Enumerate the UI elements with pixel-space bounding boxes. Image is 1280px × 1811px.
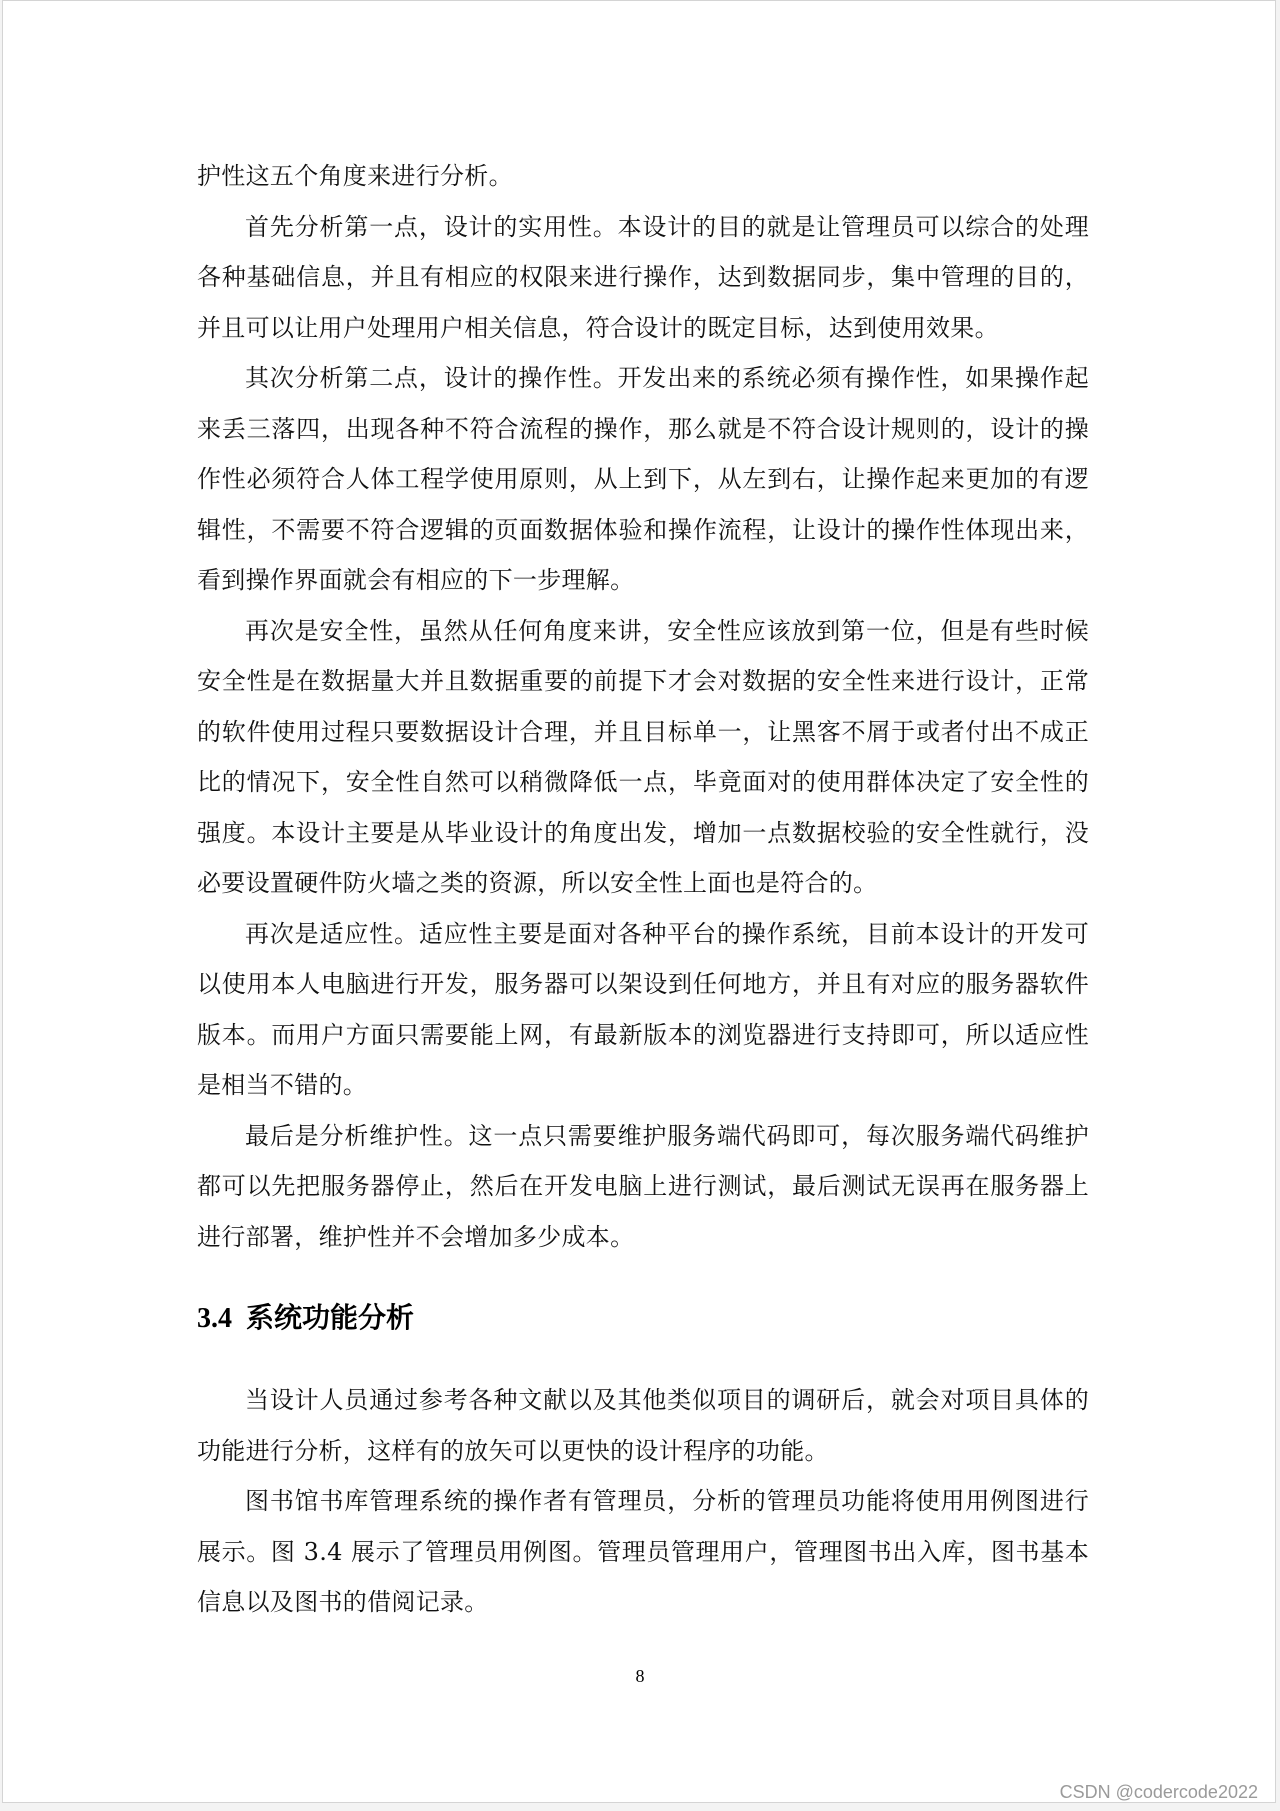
paragraph: 首先分析第一点，设计的实用性。本设计的目的就是让管理员可以综合的处理各种基础信息，并且有相应的权限来进行操作，达到数据同步，集中管理的目的，并且可以让用户处理用户相关信息，符合设计的既定目标，达到使用效果。 — [197, 212, 1089, 342]
page-content — [197, 151, 1089, 1628]
paragraph: 护性这五个角度来进行分析。 — [197, 162, 513, 190]
section-title: 系统功能分析 — [246, 1301, 415, 1334]
paragraph: 最后是分析维护性。这一点只需要维护服务端代码即可，每次服务端代码维护都可以先把服务器停止，然后在开发电脑上进行测试，最后测试无误再在服务器上进行部署，维护性并不会增加多少成本。 — [197, 1121, 1089, 1251]
paragraph: 其次分析第二点，设计的操作性。开发出来的系统必须有操作性，如果操作起来丢三落四，出现各种不符合流程的操作，那么就是不符合设计规则的，设计的操作性必须符合人体工程学使用原则，从上到下，从左到右，让操作起来更加的有逻辑性，不需要不符合逻辑的页面数据体验和操作流程，让设计的操作性体现出来，看到操作界面就会有相应的下一步理解。 — [197, 364, 1089, 594]
paragraph: 再次是适应性。适应性主要是面对各种平台的操作系统，目前本设计的开发可以使用本人电脑进行开发，服务器可以架设到任何地方，并且有对应的服务器软件版本。而用户方面只需要能上网，有最新版本的浏览器进行支持即可，所以适应性是相当不错的。 — [197, 919, 1089, 1099]
paragraph: 当设计人员通过参考各种文献以及其他类似项目的调研后，就会对项目具体的功能进行分析，这样有的放矢可以更快的设计程序的功能。 — [197, 1386, 1089, 1465]
paragraph: 图书馆书库管理系统的操作者有管理员，分析的管理员功能将使用用例图进行展示。图 3.4 展示了管理员用例图。管理员管理用户，管理图书出入库，图书基本信息以及图书的借阅记录。 — [197, 1487, 1089, 1616]
section-heading — [197, 1296, 1089, 1341]
document-page — [2, 0, 1276, 1803]
page-number: 8 — [635, 1666, 645, 1686]
paragraphs-before-section — [197, 151, 1089, 1262]
paragraph: 再次是安全性，虽然从任何角度来讲，安全性应该放到第一位，但是有些时候安全性是在数据量大并且数据重要的前提下才会对数据的安全性来进行设计，正常的软件使用过程只要数据设计合理，并且目标单一，让黑客不屑于或者付出不成正比的情况下，安全性自然可以稍微降低一点，毕竟面对的使用群体决定了安全性的强度。本设计主要是从毕业设计的角度出发，增加一点数据校验的安全性就行，没必要设置硬件防火墙之类的资源，所以安全性上面也是符合的。 — [197, 616, 1089, 897]
section-number: 3.4 — [197, 1303, 232, 1334]
paragraphs-after-section — [197, 1375, 1089, 1628]
watermark: CSDN @codercode2022 — [1059, 1782, 1258, 1802]
